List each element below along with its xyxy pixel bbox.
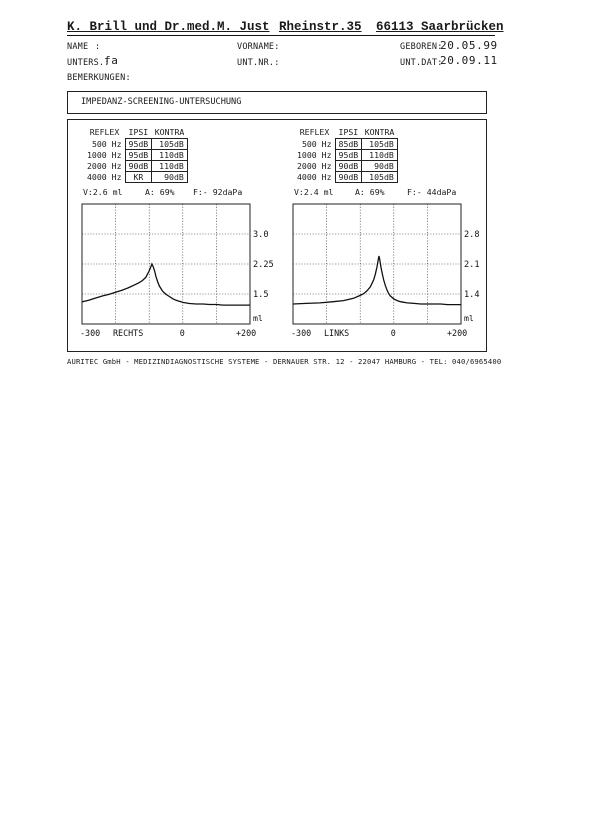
kontra-header: KONTRA (362, 127, 398, 139)
practice-name: K. Brill und Dr.med.M. Just (67, 20, 270, 34)
kontra-cell: 110dB (152, 150, 188, 161)
ipsi-cell: 95dB (335, 150, 362, 161)
ear-side-label: LINKS (324, 328, 350, 338)
amplitude-right: A: 69% (145, 187, 175, 197)
untnr-label: UNT.NR.: (237, 58, 280, 68)
y-unit-label: ml (464, 313, 474, 323)
x-tick-label: +200 (447, 328, 468, 338)
bemerkungen-label: BEMERKUNGEN: (67, 73, 131, 83)
x-tick-label: -300 (80, 328, 101, 338)
x-tick-label: 0 (179, 328, 185, 338)
freq-cell: 500 Hz (91, 139, 122, 149)
y-tick-label: 2.1 (464, 260, 480, 270)
freq-cell: 1000 Hz (297, 150, 332, 160)
freq-cell: 1000 Hz (87, 150, 122, 160)
reflex-header: REFLEX (299, 127, 330, 138)
tympanogram-right (80, 204, 274, 338)
results-frame (67, 119, 487, 352)
letterhead (67, 20, 504, 36)
untdat-label: UNT.DAT: (400, 58, 443, 68)
practice-city: 66113 Saarbrücken (376, 20, 504, 34)
kontra-cell: 110dB (152, 161, 188, 172)
x-tick-label: +200 (236, 328, 257, 338)
geboren-value: 20.05.99 (440, 39, 498, 52)
y-tick-label: 2.8 (464, 230, 480, 240)
ipsi-cell: 90dB (335, 172, 362, 183)
y-unit-label: ml (253, 313, 263, 323)
freq-cell: 2000 Hz (87, 161, 122, 171)
ipsi-cell: KR (125, 172, 152, 183)
freq-cell: 4000 Hz (87, 172, 122, 182)
tympanogram-left (291, 204, 480, 338)
report-title: IMPEDANZ-SCREENING-UNTERSUCHUNG (81, 97, 242, 107)
reflex-header: REFLEX (89, 127, 120, 138)
vorname-label: VORNAME: (237, 42, 280, 52)
ear-side-label: RECHTS (113, 328, 144, 338)
volume-right: V:2.6 ml (83, 187, 123, 197)
y-tick-label: 1.4 (464, 290, 480, 300)
title-box (67, 91, 487, 114)
tympanogram-charts (68, 120, 486, 351)
x-tick-label: -300 (291, 328, 312, 338)
name-separator: : (95, 42, 101, 52)
ipsi-cell: 90dB (125, 161, 152, 172)
y-tick-label: 3.0 (253, 230, 269, 240)
kontra-cell: 105dB (362, 139, 398, 150)
footer-address: AURITEC GmbH - MEDIZINDIAGNOSTISCHE SYSTEME - DERNAUER STR. 12 - 22047 HAMBURG - TEL: 040/6965400 (67, 357, 502, 366)
ipsi-cell: 95dB (125, 139, 152, 150)
tympanogram-curve (293, 256, 461, 305)
kontra-cell: 90dB (152, 172, 188, 183)
unters-value: fa (104, 54, 119, 67)
kontra-cell: 110dB (362, 150, 398, 161)
amplitude-left: A: 69% (355, 187, 385, 197)
unters-label: UNTERS.: (67, 58, 110, 68)
kontra-cell: 105dB (152, 139, 188, 150)
ipsi-cell: 90dB (335, 161, 362, 172)
kontra-header: KONTRA (152, 127, 188, 139)
peak-left: F:- 44daPa (407, 187, 457, 197)
freq-cell: 500 Hz (301, 139, 332, 149)
untdat-value: 20.09.11 (440, 54, 498, 67)
ipsi-header: IPSI (125, 127, 152, 139)
kontra-cell: 90dB (362, 161, 398, 172)
peak-right: F:- 92daPa (193, 187, 243, 197)
freq-cell: 4000 Hz (297, 172, 332, 182)
y-tick-label: 2.25 (253, 260, 274, 270)
ipsi-cell: 85dB (335, 139, 362, 150)
volume-left: V:2.4 ml (294, 187, 334, 197)
geboren-label: GEBOREN: (400, 42, 443, 52)
kontra-cell: 105dB (362, 172, 398, 183)
practice-street: Rheinstr.35 (279, 20, 362, 34)
y-tick-label: 1.5 (253, 290, 269, 300)
tympanogram-curve (82, 264, 250, 305)
x-tick-label: 0 (390, 328, 396, 338)
ipsi-header: IPSI (335, 127, 362, 139)
ipsi-cell: 95dB (125, 150, 152, 161)
name-label: NAME (67, 42, 89, 52)
freq-cell: 2000 Hz (297, 161, 332, 171)
